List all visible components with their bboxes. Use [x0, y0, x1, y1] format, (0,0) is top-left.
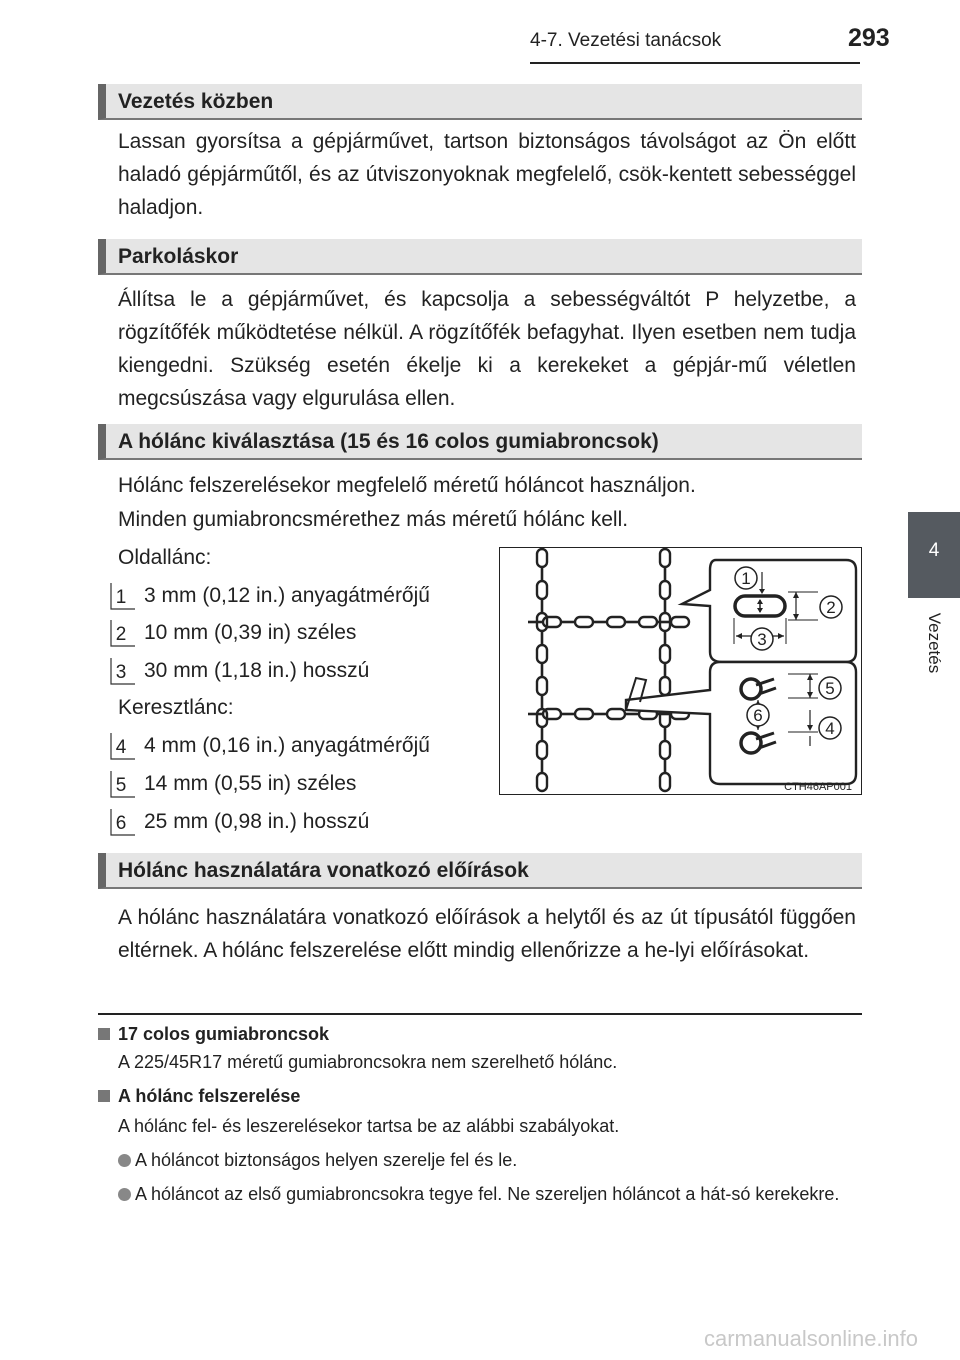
callout-5: 5: [825, 679, 835, 698]
section-title: A hólánc kiválasztása (15 és 16 colos gumiabroncsok): [118, 430, 659, 453]
chapter-label: Vezetés: [925, 612, 944, 674]
section-heading-chain-regulations: [98, 853, 862, 889]
bullet-dot-icon: [118, 1188, 131, 1201]
watermark: carmanualsonline.info: [704, 1326, 919, 1351]
side-chain-right: [660, 549, 670, 791]
callout-6: 6: [753, 706, 763, 725]
figure-code: CTH46AP001: [784, 781, 852, 793]
snow-chain-figure: [499, 547, 862, 795]
chapter-tab: [908, 512, 960, 598]
spec-text-1: 3 mm (0,12 in.) anyagátmérőjű: [144, 584, 430, 607]
cross-chain-top: [528, 617, 689, 627]
callout-1: 1: [741, 569, 751, 588]
section-title: Parkoláskor: [118, 245, 239, 268]
spec-number-6: 6: [110, 808, 138, 838]
chapter-label-box: [908, 598, 960, 688]
cross-chain-label: Keresztlánc:: [118, 696, 234, 719]
section-heading-driving: [98, 84, 862, 120]
note-text-chain-install: A hólánc fel- és leszerelésekor tartsa be az alábbi szabályokat.: [118, 1116, 620, 1136]
page-number: 293: [848, 24, 890, 52]
side-chain-detail: [682, 560, 856, 662]
section-heading-parking: [98, 239, 862, 275]
spec-text-3: 30 mm (1,18 in.) hosszú: [144, 659, 370, 682]
note-heading-chain-install: [98, 1086, 300, 1107]
spec-text-4: 4 mm (0,16 in.) anyagátmérőjű: [144, 734, 430, 757]
spec-number-5: 5: [110, 770, 138, 800]
section-title: Vezetés közben: [118, 90, 274, 113]
spec-text-5: 14 mm (0,55 in) széles: [144, 772, 357, 795]
note-title: A hólánc felszerelése: [118, 1086, 301, 1106]
spec-text-6: 25 mm (0,98 in.) hosszú: [144, 810, 370, 833]
section-body-parking: Állítsa le a gépjárművet, és kapcsolja a sebességváltót P helyzetbe, a rögzítőfék működtetése nélkül. A rögzítőfék befagyhat. Ilyen esetben nem tudja kiengedni. Szükség esetén ékelje ki a kerekeket a gépjár-mű véletlen megcsúszása vagy elgurulása ellen.: [118, 288, 856, 410]
note-title: 17 colos gumiabroncsok: [118, 1024, 330, 1044]
callout-2: 2: [826, 598, 836, 617]
header-section-title: 4-7. Vezetési tanácsok: [530, 30, 722, 51]
notes-divider: [98, 1013, 862, 1015]
spec-text-2: 10 mm (0,39 in) széles: [144, 621, 357, 644]
section-body-chain-regulations: A hólánc használatára vonatkozó előírások a helytől és az út típusától függően eltérnek. A hólánc felszerelése előtt mindig ellenőrizze a he-lyi előírásokat.: [118, 906, 856, 962]
section-body-driving: Lassan gyorsítsa a gépjárművet, tartson biztonságos távolságot az Ön előtt haladó gépjárműtől, és az útviszonyoknak megfelelő, csök-kentett sebességgel haladjon.: [118, 130, 856, 219]
chapter-number: 4: [928, 540, 940, 561]
note-text-17-inch: A 225/45R17 méretű gumiabroncsokra nem szerelhető hólánc.: [118, 1052, 618, 1072]
note-heading-17-inch: [98, 1024, 329, 1045]
side-chain-label: Oldallánc:: [118, 546, 212, 569]
spec-number-2: 2: [110, 619, 138, 649]
square-bullet-icon: [98, 1090, 110, 1102]
chain-line-1: Hólánc felszerelésekor megfelelő méretű hóláncot használjon.: [118, 474, 696, 497]
side-chain-left: [537, 549, 547, 791]
bullet-item-2: A hóláncot az első gumiabroncsokra tegye fel. Ne szereljen hóláncot a hát-só kerekekre.: [118, 1181, 858, 1207]
spec-number-1: 1: [110, 582, 138, 612]
spec-number-3: 3: [110, 657, 138, 687]
snow-chain-illustration: [500, 548, 860, 793]
section-title: Hólánc használatára vonatkozó előírások: [118, 859, 529, 882]
callout-4: 4: [825, 719, 835, 738]
callout-3: 3: [757, 630, 767, 649]
header-rule: [530, 62, 860, 64]
chain-line-2: Minden gumiabroncsmérethez más méretű hólánc kell.: [118, 508, 629, 531]
square-bullet-icon: [98, 1028, 110, 1040]
bullet-dot-icon: [118, 1154, 131, 1167]
bullet-item-1: A hóláncot biztonságos helyen szerelje fel és le.: [118, 1147, 858, 1173]
section-heading-chain-selection: [98, 424, 862, 460]
spec-number-4: 4: [110, 732, 138, 762]
